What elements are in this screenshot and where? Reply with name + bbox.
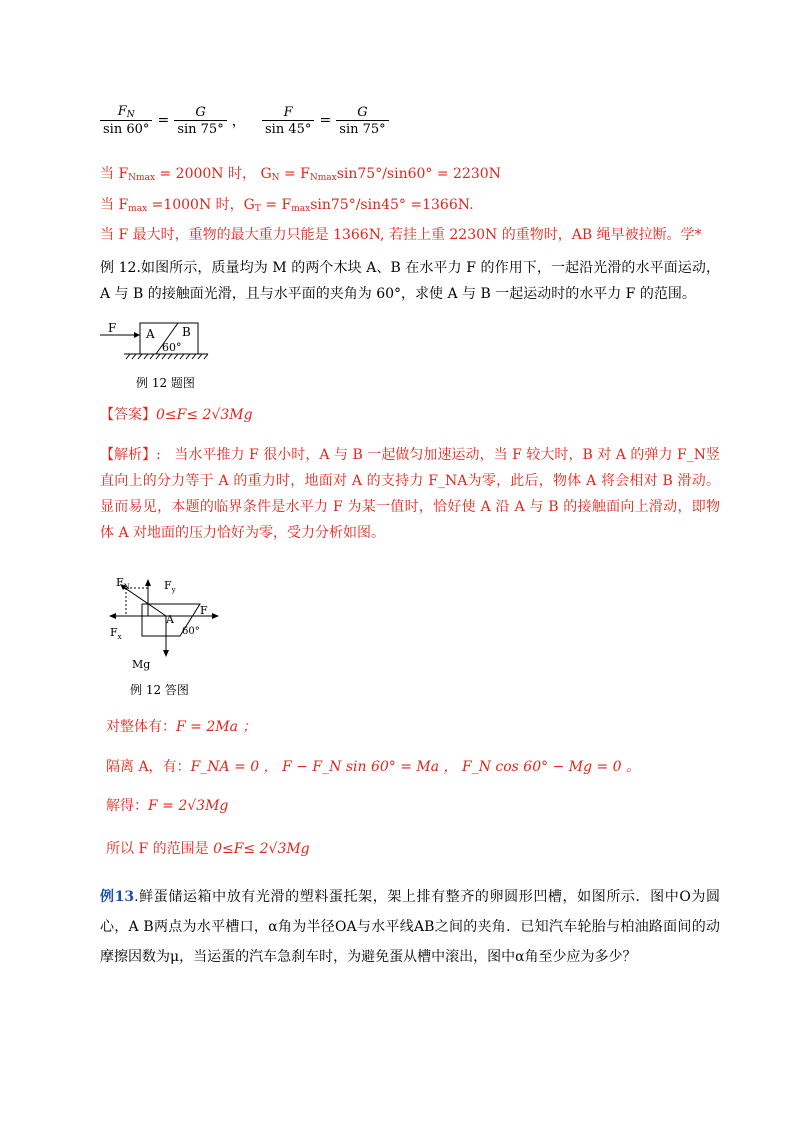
step-whole: 对整体有：F = 2Ma ； <box>106 719 257 735</box>
step-solve: 解得：F = 2√3Mg <box>106 798 229 814</box>
example12-figure <box>96 318 216 366</box>
fig2-label-angle: 60° <box>182 626 200 637</box>
mg-arrowhead-icon <box>163 650 169 657</box>
fig1-label-b: B <box>182 325 191 339</box>
fraction-f-sin45: $\frac{F}{\sin 45^\circ}$ <box>262 105 314 137</box>
example13-problem <box>100 882 720 972</box>
fraction-fn-sin60: $\frac{F_N}{\sin 60^\circ}$ <box>100 104 152 137</box>
ground-hatching <box>126 354 208 359</box>
example12-answer <box>100 406 253 424</box>
fig2-label-fy: $F_y$ <box>164 579 176 594</box>
line-fnmax: 当 $F_{Nmax} = 2000N$ 时， $G_N = F_{Nmax}\sin 75^\circ/\sin 60^\circ = 2230N$ <box>100 166 501 183</box>
fy-arrowhead-icon <box>145 579 151 586</box>
answer-value: 0≤F≤ 2√3Mg <box>156 407 253 423</box>
fig1-label-angle: 60° <box>162 341 182 354</box>
fig1-label-f: F <box>108 321 117 335</box>
answer-label: 【答案】 <box>100 407 156 423</box>
example12-problem: 例 12.如图所示，质量均为 M 的两个木块 A、B 在水平力 F 的作用下，一起沿光滑的水平面运动，A 与 B 的接触面光滑，且与水平面的夹角为 60°，求使 A 与 B 一起运动时的水平力 F 的范围。 <box>100 260 720 302</box>
example13-text: .鲜蛋储运箱中放有光滑的塑料蛋托架，架上排有整齐的卵圆形凹槽，如图所示．图中O为圆心，A B两点为水平槽口，α角为半径OA与水平线AB之间的夹角．已知汽车轮胎与柏油路面间的动摩擦因数为μ，当运蛋的汽车急刹车时，为避免蛋从槽中滚出，图中α角至少应为多少？ <box>100 889 720 965</box>
fraction-g-sin75-b: $\frac{G}{\sin 75^\circ}$ <box>336 105 388 137</box>
example12-answer-figure <box>104 574 224 672</box>
example13-label: 例13 <box>100 889 135 905</box>
f-arrowhead-icon <box>212 613 219 619</box>
arrowhead-icon <box>134 332 140 338</box>
fig1-label-a: A <box>146 327 155 341</box>
fig2-label-mg: Mg <box>132 658 151 671</box>
top-formula: $\frac{F_N}{\sin 60^\circ}$ = $\frac{G}{\sin 75^\circ}$ ， $\frac{F}{\sin 45^\circ}$ = $\frac{G}{\sin 75^\circ}$ <box>100 104 389 150</box>
fig2-label-f: F <box>200 604 208 617</box>
analysis-text: 当水平推力 F 很小时，A 与 B 一起做匀加速运动，当 F 较大时，B 对 A 的弹力 F_N竖直向上的分力等于 A 的重力时，地面对 A 的支持力 F_NA为零，此后，物体 A 将会相对 B 滑动。显而易见，本题的临界条件是水平力 F 为某一值时，恰好使 A 沿 A 与 B 的接触面向上滑动，即物体 A 对地面的压力恰好为零，受力分析如图。 <box>100 447 720 541</box>
fraction-g-sin75-a: $\frac{G}{\sin 75^\circ}$ <box>174 105 226 137</box>
step-isolate-a: 隔离 A，有：F_NA = 0 ， F − F_N sin 60° = Ma ， F_N cos 60° − Mg = 0 。 <box>106 759 641 775</box>
line-conclusion: 当 F 最大时，重物的最大重力只能是 1366N, 若挂上重 2230N 的重物时，AB 绳早被拉断。学* <box>100 227 702 243</box>
analysis-label: 【解析】: <box>100 447 161 463</box>
example12-answer-figure-caption: 例 12 答图 <box>130 683 189 697</box>
fig2-label-a: A <box>166 613 174 626</box>
example12-figure-caption: 例 12 题图 <box>136 376 195 390</box>
fig2-label-fx: $F_x$ <box>110 626 122 641</box>
fx-arrowhead-icon <box>109 613 116 619</box>
example12-analysis <box>100 442 720 546</box>
fig2-label-fn: $F_N$ <box>116 576 130 591</box>
step-range: 所以 F 的范围是 0≤F≤ 2√3Mg <box>106 841 310 857</box>
line-fmax: 当 $F_{max} =1000N$ 时，$G_T = F_{max}\sin 75^\circ/\sin 45^\circ =1366N$. <box>100 197 474 214</box>
